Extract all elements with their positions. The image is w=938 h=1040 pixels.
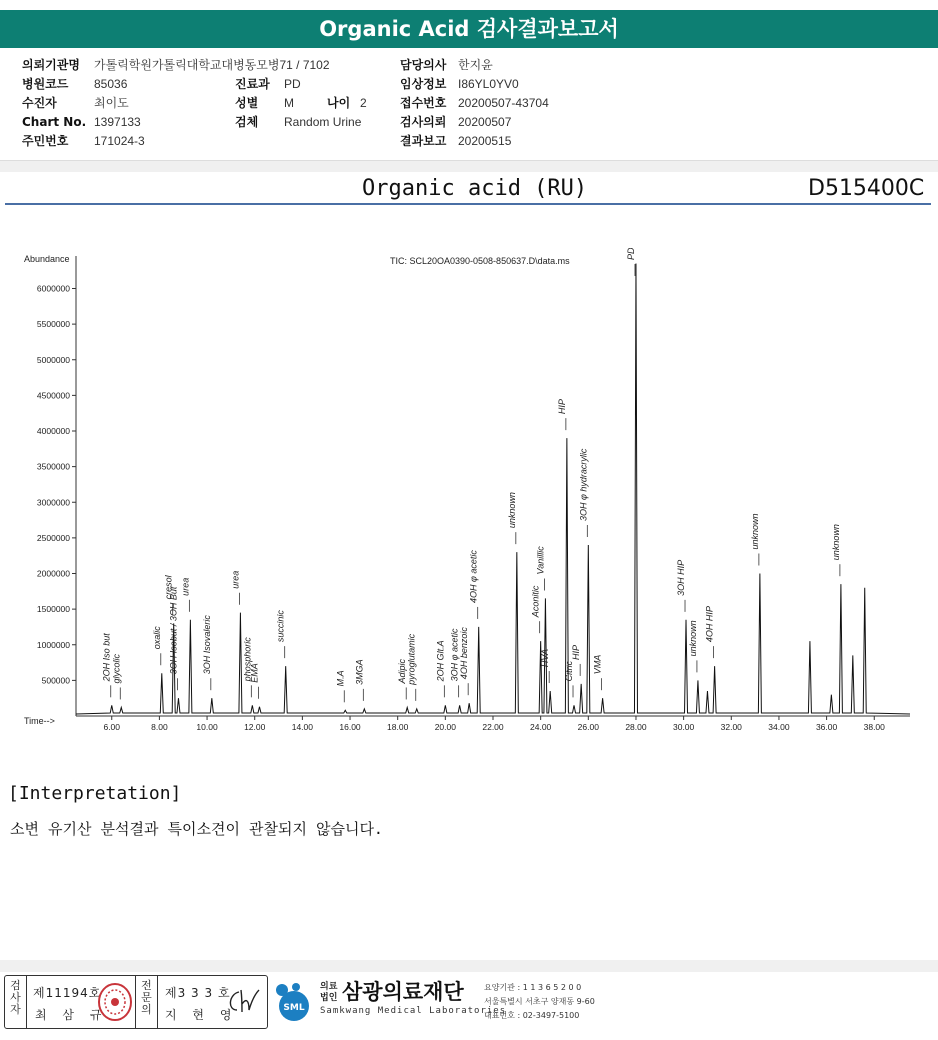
peak-label: 2OH Iso but (101, 633, 112, 682)
info-value: 20200507 (458, 115, 512, 129)
info-value: 1397133 (94, 115, 141, 129)
peak-label: 4OH φ acetic (468, 550, 479, 603)
x-tick-label: 30.00 (672, 722, 695, 732)
x-axis-label: Time--> (24, 716, 55, 726)
peak-label: VMA (592, 654, 603, 675)
info-value: 한지윤 (458, 58, 493, 72)
info-value: 20200515 (458, 134, 512, 148)
peak-label: succinic (275, 610, 286, 643)
y-tick-label: 5500000 (36, 319, 70, 330)
peak-label: 4OH HIP (704, 606, 715, 643)
info-value: PD (284, 77, 301, 91)
x-tick-label: 34.00 (768, 722, 790, 732)
info-label: Chart No. (22, 115, 87, 129)
section-divider (0, 160, 938, 172)
vertical-char: 전 (141, 979, 152, 992)
x-tick-label: 16.00 (339, 722, 361, 732)
peak-label: 4OH benzoic (459, 627, 470, 680)
org-prefix (320, 982, 337, 1004)
y-tick-label: 3500000 (36, 461, 70, 472)
seal-stamp (97, 982, 133, 1022)
y-tick-label: 2000000 (36, 568, 70, 579)
peak-label: Adipic (397, 658, 408, 684)
info-row (22, 75, 922, 94)
y-tick-label: 4000000 (36, 426, 70, 436)
interpretation-text: 소변 유기산 분석결과 특이소견이 관찰되지 않습니다. (10, 820, 383, 838)
info-label: 주민번호 (22, 134, 69, 148)
peak-label: M.A (335, 670, 346, 687)
chromatogram-chart (0, 248, 938, 738)
peak-label: phosphoric (242, 637, 253, 682)
y-tick-label: 1000000 (36, 639, 70, 650)
x-tick-label: 14.00 (291, 722, 314, 732)
interpretation-heading: [Interpretation] (8, 783, 182, 804)
specialist-name: 지 현 영 (165, 1008, 238, 1022)
specialist-license-no: 제3 3 3 호 (165, 986, 231, 1000)
organization-logo (272, 976, 602, 1028)
peak-label: 2OH Glt.A (435, 640, 446, 682)
info-row (22, 56, 922, 75)
peak-label: 3OH Isobut / 3OH But (168, 586, 179, 675)
org-contact-info (484, 981, 595, 1023)
x-tick-label: 18.00 (387, 722, 409, 732)
peak-label: pyroglutamic (406, 633, 417, 685)
peak-label: 3OH φ acetic (449, 628, 460, 682)
info-label: 수진자 (22, 96, 57, 110)
x-tick-label: 22.00 (482, 722, 504, 732)
patient-info-table (22, 56, 922, 151)
y-tick-label: 4500000 (36, 390, 70, 401)
peak-label: Vanillic (535, 546, 546, 575)
x-tick-label: 32.00 (720, 722, 742, 732)
peak-label: PDA (625, 248, 636, 260)
org-phone: 대표번호 : 02-3497-5100 (484, 1011, 580, 1020)
info-label: 검사의뢰 (400, 115, 447, 129)
vertical-char: 사 (10, 991, 21, 1004)
y-tick-label: 3000000 (36, 497, 70, 508)
info-value: 최이도 (94, 96, 129, 110)
info-value: M (284, 96, 294, 110)
sml-logo-icon (272, 980, 314, 1022)
info-value: 85036 (94, 77, 128, 91)
org-code: 요양기관 : 1 1 3 6 5 2 0 0 (484, 983, 582, 992)
y-tick-label: 5000000 (36, 354, 70, 365)
tester-label-text (5, 980, 26, 1016)
peak-label: 3OH Isovaleric (201, 615, 212, 675)
y-tick-label: 2500000 (36, 532, 70, 543)
tester-name: 최 삼 규 (35, 1008, 108, 1022)
y-tick-label: 1500000 (36, 604, 70, 615)
vertical-char: 검 (10, 979, 21, 992)
peak-label: HVA (540, 649, 551, 668)
peak-label: 3OH HIP (676, 559, 687, 596)
x-tick-label: 8.00 (151, 722, 168, 732)
x-tick-label: 10.00 (196, 722, 218, 732)
org-english-name: Samkwang Medical Laboratories (320, 1006, 507, 1016)
tester-label (5, 976, 27, 1028)
x-tick-label: 6.00 (103, 722, 121, 732)
x-tick-label: 36.00 (815, 722, 838, 732)
peak-label: unknown (830, 524, 841, 561)
peak-label: Citric (564, 660, 575, 682)
age-label: 나이 (327, 96, 351, 110)
info-label: 성별 (235, 96, 259, 110)
x-tick-label: 24.00 (530, 722, 552, 732)
info-label: 결과보고 (400, 134, 447, 148)
info-value: 171024-3 (94, 134, 145, 148)
info-row (22, 132, 922, 151)
specialist-label (136, 976, 158, 1028)
peak-label: cresol (163, 575, 174, 600)
chart-title: TIC: SCL20OA0390-0508-850637.D\data.ms (390, 256, 570, 266)
info-label: 접수번호 (400, 96, 447, 110)
y-tick-label: 500000 (41, 675, 70, 686)
info-label: 병원코드 (22, 77, 69, 91)
x-tick-label: 26.00 (577, 722, 599, 732)
x-tick-label: 38.00 (863, 722, 885, 732)
peak-label: unknown (687, 620, 698, 657)
vertical-char: 자 (10, 1003, 21, 1016)
info-value: 가톨릭학원가톨릭대학교대병동모병71 / 7102 (94, 58, 330, 72)
org-prefix-line: 법인 (320, 993, 338, 1003)
header-rule (5, 203, 931, 205)
x-tick-label: 20.00 (434, 722, 456, 732)
info-value: 20200507-43704 (458, 96, 549, 110)
tester-license-no: 제11194호 (33, 986, 102, 1000)
signature-box (4, 975, 268, 1029)
test-code: D515400C (808, 176, 925, 201)
peak-label: 3MGA (354, 659, 365, 685)
peak-label: HIP (556, 399, 567, 415)
specialist-signature (225, 986, 261, 1020)
peak-label: oxalic (151, 626, 162, 650)
logo-text: SML (283, 1003, 305, 1013)
info-row (22, 94, 922, 113)
peak-label: urea (180, 577, 191, 596)
org-prefix-line: 의료 (320, 982, 338, 992)
age-value: 2 (360, 96, 367, 110)
peak-label: urea (230, 570, 241, 589)
info-value: I86YL0YV0 (458, 77, 519, 91)
test-name: Organic acid (RU) (362, 176, 588, 201)
info-label: 담당의사 (400, 58, 447, 72)
vertical-char: 문 (141, 991, 152, 1004)
vertical-char: 의 (141, 1003, 152, 1016)
footer-divider (0, 960, 938, 972)
report-title-bar: Organic Acid 검사결과보고서 (0, 10, 938, 48)
info-label: 임상정보 (400, 77, 447, 91)
info-value: Random Urine (284, 115, 362, 129)
chromatogram-svg (0, 248, 938, 738)
peak-label: glycolic (111, 653, 122, 684)
peak-label: 3OH φ hydracrylic (578, 448, 589, 521)
peak-label: HIP (571, 644, 582, 660)
info-label: 진료과 (235, 77, 270, 91)
specialist-label-text (136, 980, 157, 1016)
peak-label: unknown (506, 492, 517, 529)
info-row (22, 113, 922, 132)
org-address: 서울특별시 서초구 양재동 9-60 (484, 997, 595, 1006)
org-name: 삼광의료재단 (342, 980, 464, 1004)
x-tick-label: 12.00 (244, 722, 266, 732)
y-axis-label: Abundance (24, 254, 70, 264)
info-label: 검체 (235, 115, 259, 129)
info-label: 의뢰기관명 (22, 58, 80, 72)
peak-label: Aconitic (530, 585, 541, 618)
y-tick-label: 6000000 (36, 283, 70, 294)
x-tick-label: 28.00 (625, 722, 647, 732)
peak-label: unknown (749, 513, 760, 550)
peak-label: EMA (249, 663, 260, 683)
